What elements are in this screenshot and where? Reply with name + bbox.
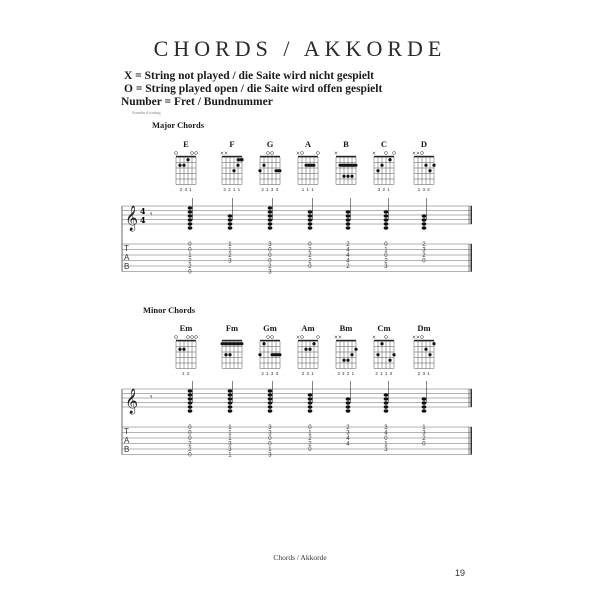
tab-fret-number: 2 [422,253,426,259]
tab-fret-number: 3 [228,447,232,453]
chord-diagram-f [218,139,246,193]
svg-text:B: B [124,262,130,271]
chord-grid [333,333,359,371]
tab-fret-number: 3 [346,430,350,437]
svg-text:4: 4 [140,206,146,216]
tab-fret-number: 3 [384,447,388,453]
chord-name: Fm [225,323,239,333]
chord-name: A [304,139,312,149]
chord-name: Bm [339,323,353,333]
page-title: CHORDS / AKKORDE [153,36,447,61]
tab-fret-number: 3 [268,242,272,248]
tab-fret-number: 1 [228,430,232,437]
legend-o: O = String played open / die Saite wird offen gespielt [124,83,383,95]
tab-fret-number: 1 [308,430,312,437]
chord-name: B [343,139,349,149]
tab-fret-number: 3 [422,430,426,437]
finger-numbers: 2 3 1 [179,187,193,192]
tab-fret-number: 0 [188,242,192,248]
chord-diagram-fm [218,323,246,377]
tab-fret-number: 2 [308,247,312,254]
tab-fret-number: 0 [188,425,192,431]
tab-fret-number: 2 [422,242,426,248]
finger-numbers [332,187,360,193]
treble-clef-icon: 𝄞 [125,389,139,414]
chord-diagram-g [256,139,284,193]
chord-diagram-cm [370,323,398,377]
chord-name: E [183,139,189,149]
tab-fret-number: 2 [268,264,272,270]
tab-fret-number: 2 [308,436,312,442]
tab-fret-number: 2 [308,441,312,448]
minor-staff-tab [120,381,476,463]
svg-text:A: A [124,436,130,445]
tab-fret-number: 1 [422,425,426,431]
tab-fret-number: 0 [384,253,388,259]
chord-name: F [229,139,235,149]
tab-fret-number: 0 [188,436,192,442]
tab-fret-number: 0 [268,436,272,442]
finger-numbers: 3 2 1 1 [223,187,241,192]
chord-name: D [420,139,428,149]
chord-name: G [266,139,274,149]
tab-fret-number: 3 [268,269,272,276]
tab-fret-number: 3 [384,425,388,431]
chord-grid [411,333,437,371]
chord-name: Cm [377,323,391,333]
tab-fret-number: 0 [268,247,272,254]
tab-fret-number: 0 [422,258,426,265]
tab-fret-number: 4 [346,436,350,442]
svg-text:T: T [124,244,129,253]
chord-name: Dm [417,323,431,333]
major-staff-tab [120,198,476,280]
tab-fret-number: 0 [188,452,192,459]
chord-name: Am [301,323,315,333]
tab-fret-number: 0 [384,242,388,248]
chord-grid [371,149,397,187]
major-chords-heading: Major Chords [152,120,205,130]
tab-fret-number: 0 [268,258,272,265]
tab-fret-number: 2 [308,253,312,259]
tab-fret-number: 2 [188,258,192,265]
chord-grid [371,333,397,371]
tab-fret-number: 4 [346,247,350,254]
tab-fret-number: 2 [188,447,192,453]
chord-grid [295,333,321,371]
finger-numbers: 2 3 1 [301,371,315,376]
minor-chords-heading: Minor Chords [143,305,196,315]
chord-diagram-gm [256,323,284,377]
page-number: 19 [455,568,466,578]
finger-numbers: 1 3 2 [417,187,431,192]
chord-name: Em [179,323,193,333]
legend [121,70,383,109]
tab-fret-number: 4 [346,253,350,259]
tab-fret-number: 3 [268,430,272,437]
chord-diagram-d [410,139,438,193]
chord-diagram-e [172,139,200,193]
chord-diagram-em [172,323,200,377]
tab-fret-number: 1 [188,253,192,259]
tab-fret-number: 0 [422,441,426,448]
finger-numbers: 2 3 1 [417,371,431,376]
chord-diagram-dm [410,323,438,377]
chord-diagram-c [370,139,398,193]
chord-diagram-am [294,323,322,377]
tab-fret-number: 0 [384,436,388,442]
finger-numbers: 3 2 1 [377,187,391,192]
chord-name: C [380,139,388,149]
finger-numbers: 2 1 3 3 [261,371,279,376]
finger-numbers: 2 1 3 3 [261,187,279,192]
tab-fret-number: 1 [228,436,232,442]
footer-label: Chords / Akkorde [273,553,327,562]
tab-fret-number: 4 [346,258,350,265]
treble-clef-icon: 𝄞 [125,206,139,231]
tab-fret-number: 0 [188,430,192,437]
tab-fret-number: 3 [228,441,232,448]
tab-fret-number: 2 [308,258,312,265]
tab-fret-number: 0 [308,447,312,453]
tab-fret-number: 2 [346,242,350,248]
tab-fret-number: 2 [346,425,350,431]
tab-fret-number: 0 [188,247,192,254]
tab-fret-number: 2 [422,436,426,442]
tab-fret-number: 2 [384,258,388,265]
eighth-rest-icon: 𝄾 [150,210,153,220]
tab-fret-number: 2 [346,264,350,270]
chord-name: Gm [263,323,277,333]
finger-numbers: 2 1 1 3 [375,371,393,376]
tab-fret-number: 0 [188,269,192,276]
tab-fret-number: 2 [188,441,192,448]
chord-diagram-bm [332,323,360,377]
eighth-rest-icon: 𝄾 [150,393,153,403]
tab-fret-number: 1 [228,242,232,248]
tab-fret-number: 0 [308,264,312,270]
tab-fret-number: 1 [228,425,232,431]
tab-fret-number: 1 [228,452,232,459]
tab-fret-number: 0 [268,253,272,259]
tab-fret-number: 1 [384,441,388,448]
tuning-note: Standard tuning [132,110,161,115]
svg-text:B: B [124,445,130,454]
tab-fret-number: 0 [308,425,312,431]
svg-text:4: 4 [140,215,146,225]
tab-fret-number: 4 [384,430,388,437]
tab-fret-number: 3 [422,247,426,254]
chord-grid [411,149,437,187]
chord-diagram-a [294,139,322,193]
chord-grid [333,149,359,187]
tab-fret-number: 2 [228,253,232,259]
tab-fret-number: 2 [188,264,192,270]
legend-number: Number = Fret / Bundnummer [121,96,273,108]
chord-diagram-b [332,139,360,193]
chord-grid [219,149,245,187]
tab-fret-number: 4 [346,441,350,448]
tab-fret-number: 3 [268,425,272,431]
chord-grid [173,333,199,371]
tab-fret-number: 3 [268,452,272,459]
tab-fret-number: 1 [228,247,232,254]
tab-fret-number: 3 [384,264,388,270]
finger-numbers: 3 4 2 1 [337,371,355,376]
finger-numbers [218,371,246,377]
legend-x: X = String not played / die Saite wird nicht gespielt [124,70,374,82]
chord-grid [173,149,199,187]
tab-fret-number: 0 [308,242,312,248]
svg-text:T: T [124,427,129,436]
chord-grid [219,333,245,371]
tab-fret-number: 1 [384,247,388,254]
svg-text:A: A [124,253,130,262]
tab-fret-number: 1 [268,447,272,453]
chord-grid [257,333,283,371]
tab-fret-number: 0 [268,441,272,448]
tab-fret-number: 3 [228,258,232,265]
finger-numbers: 1 1 1 [301,187,315,192]
finger-numbers: 1 2 [182,371,190,376]
chord-grid [295,149,321,187]
chord-grid [257,149,283,187]
